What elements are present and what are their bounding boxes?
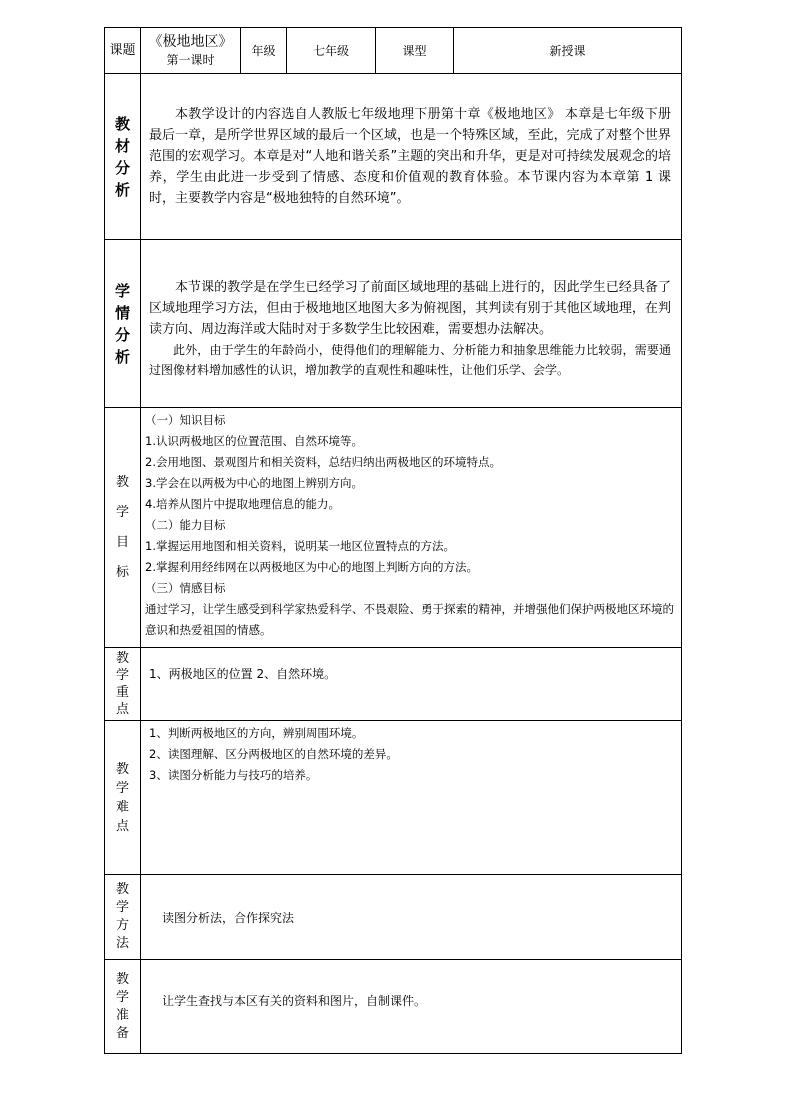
methods-content xyxy=(141,875,682,960)
student-analysis-content xyxy=(141,240,682,408)
methods-row xyxy=(105,875,682,960)
difficulties-label: 教学难点 xyxy=(105,721,141,875)
textbook-analysis-text: 本教学设计的内容选自人教版七年级地理下册第十章《极地地区》 本章是七年级下册最后一章，是所学世界区域的最后一个区域，也是一个特殊区域，至此，完成了对整个世界范围的宏观学习。本章是对“人地和谐关系”主题的突出和升华，更是对可持续发展观念的培养，学生由此进一步受到了情感、态度和价值观的教育体验。本节课内容为本章第 1 课时，主要教学内容是“极地独特的自然环境”。 xyxy=(149,107,671,206)
key-points-text: 1、两极地区的位置 2、自然环境。 xyxy=(149,667,337,681)
key-points-row xyxy=(105,648,682,721)
grade-label: 年级 xyxy=(241,28,287,74)
student-analysis-para1: 本节课的教学是在学生已经学习了前面区域地理的基础上进行的，因此学生已经具备了区域地理学习方法，但由于极地地区地图大多为俯视图，其判读有别于其他区域地理，在判读方向、周边海洋或大陆时对于多数学生比较困难，需要想办法解决。 xyxy=(149,280,671,337)
course-subtitle: 第一课时 xyxy=(166,52,215,67)
header-row xyxy=(105,28,682,74)
type-label: 课型 xyxy=(376,28,454,74)
preparation-text: 让学生查找与本区有关的资料和图片，自制课件。 xyxy=(162,994,427,1008)
difficulties-list xyxy=(141,721,681,792)
textbook-analysis-content xyxy=(141,74,682,240)
course-title: 《极地地区》 xyxy=(148,33,233,50)
course-title-cell xyxy=(141,28,241,74)
key-points-content xyxy=(141,648,682,721)
preparation-label: 教学准备 xyxy=(105,960,141,1054)
difficulties-row xyxy=(105,721,682,875)
objective-line: （二）能力目标 xyxy=(145,518,226,532)
difficulty-line: 1、判断两极地区的方向，辨别周围环境。 xyxy=(149,726,364,740)
preparation-content xyxy=(141,960,682,1054)
objective-line: 通过学习，让学生感受到科学家热爱科学、不畏艰险、勇于探索的精神，并增强他们保护两极地区环境的意识和热爱祖国的情感。 xyxy=(145,602,674,637)
student-analysis-para2: 此外，由于学生的年龄尚小，使得他们的理解能力、分析能力和抽象思维能力比较弱，需要通过图像材料增加感性的认识，增加教学的直观性和趣味性，让他们乐学、会学。 xyxy=(149,343,671,377)
objectives-label: 教学目标 xyxy=(105,408,141,648)
methods-text: 读图分析法，合作探究法 xyxy=(162,910,295,925)
objective-line: 1.认识两极地区的位置范围、自然环境等。 xyxy=(145,434,363,448)
course-label: 课题 xyxy=(105,28,141,74)
objective-line: 3.学会在以两极为中心的地图上辨别方向。 xyxy=(145,476,363,490)
student-analysis-row xyxy=(105,240,682,408)
textbook-analysis-row xyxy=(105,74,682,240)
objective-line: 2.掌握利用经纬网在以两极地区为中心的地图上判断方向的方法。 xyxy=(145,560,478,574)
objectives-list xyxy=(141,408,681,647)
objectives-row xyxy=(105,408,682,648)
objective-line: 2.会用地图、景观图片和相关资料，总结归纳出两极地区的环境特点。 xyxy=(145,455,501,469)
lesson-plan-table xyxy=(104,27,682,1054)
grade-value: 七年级 xyxy=(287,28,376,74)
textbook-analysis-label: 教材分析 xyxy=(105,74,141,240)
student-analysis-label: 学情分析 xyxy=(105,240,141,408)
preparation-row xyxy=(105,960,682,1054)
difficulty-line: 3、读图分析能力与技巧的培养。 xyxy=(149,768,318,782)
objective-line: 1.掌握运用地图和相关资料，说明某一地区位置特点的方法。 xyxy=(145,539,455,553)
key-points-label: 教学重点 xyxy=(105,648,141,721)
difficulty-line: 2、读图理解、区分两极地区的自然环境的差异。 xyxy=(149,747,398,761)
objectives-content xyxy=(141,408,682,648)
objective-line: （一）知识目标 xyxy=(145,413,226,427)
methods-label: 教学方法 xyxy=(105,875,141,960)
type-value: 新授课 xyxy=(454,28,682,74)
difficulties-content xyxy=(141,721,682,875)
objective-line: （三）情感目标 xyxy=(145,581,226,595)
objective-line: 4.培养从图片中提取地理信息的能力。 xyxy=(145,497,340,511)
